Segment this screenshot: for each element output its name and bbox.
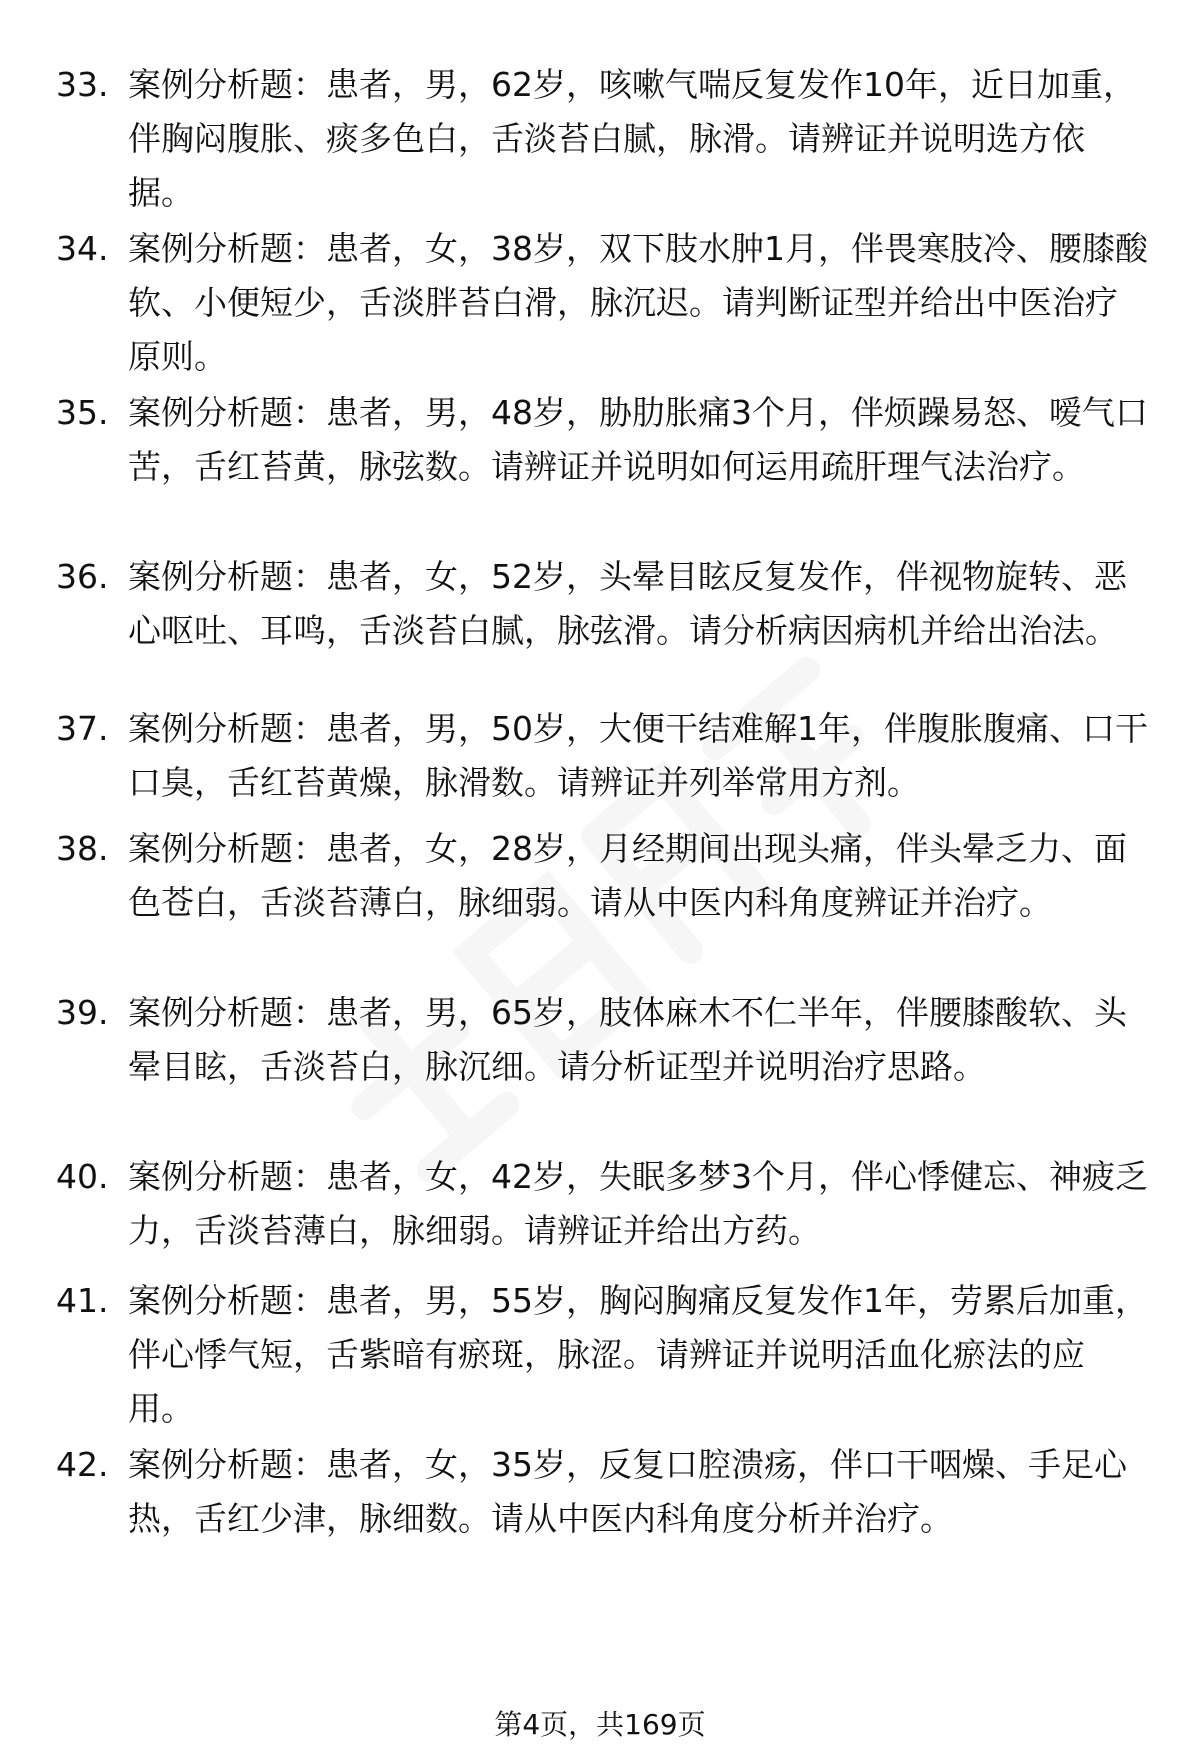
question-text: 案例分析题：患者，男，48岁，胁肋胀痛3个月，伴烦躁易怒、嗳气口苦，舌红苔黄，脉弦数。请辨证并说明如何运用疏肝理气法治疗。 [128, 393, 1148, 486]
question-number: 40. [56, 1157, 109, 1196]
question-number: 38. [56, 829, 109, 868]
question-number: 36. [56, 557, 109, 596]
question-item-35 [0, 386, 1200, 550]
question-number: 35. [56, 393, 109, 432]
page-footer: 第4页，共169页 [494, 1708, 706, 1741]
question-text: 案例分析题：患者，女，52岁，头晕目眩反复发作，伴视物旋转、恶心呕吐、耳鸣，舌淡苔白腻，脉弦滑。请分析病因病机并给出治法。 [128, 557, 1127, 650]
question-item-33 [0, 58, 1200, 222]
question-text: 案例分析题：患者，男，62岁，咳嗽气喘反复发作10年，近日加重，伴胸闷腹胀、痰多色白，舌淡苔白腻，脉滑。请辨证并说明选方依据。 [128, 65, 1136, 212]
question-number: 34. [56, 229, 109, 268]
question-text: 案例分析题：患者，女，35岁，反复口腔溃疡，伴口干咽燥、手足心热，舌红少津，脉细数。请从中医内科角度分析并治疗。 [128, 1445, 1127, 1538]
question-text: 案例分析题：患者，女，38岁，双下肢水肿1月，伴畏寒肢冷、腰膝酸软、小便短少，舌淡胖苔白滑，脉沉迟。请判断证型并给出中医治疗原则。 [128, 229, 1148, 376]
question-number: 41. [56, 1281, 109, 1320]
question-text: 案例分析题：患者，男，55岁，胸闷胸痛反复发作1年，劳累后加重，伴心悸气短，舌紫暗有瘀斑，脉涩。请辨证并说明活血化瘀法的应用。 [128, 1281, 1148, 1428]
question-item-40 [0, 1150, 1200, 1274]
question-item-36 [0, 550, 1200, 702]
question-item-41 [0, 1274, 1200, 1438]
question-number: 42. [56, 1445, 109, 1484]
question-item-42 [0, 1438, 1200, 1548]
question-number: 37. [56, 709, 109, 748]
question-item-39 [0, 986, 1200, 1150]
question-number: 33. [56, 65, 109, 104]
question-text: 案例分析题：患者，女，28岁，月经期间出现头痛，伴头晕乏力、面色苍白，舌淡苔薄白，脉细弱。请从中医内科角度辨证并治疗。 [128, 829, 1127, 922]
question-number: 39. [56, 993, 109, 1032]
question-item-34 [0, 222, 1200, 386]
question-text: 案例分析题：患者，男，65岁，肢体麻木不仁半年，伴腰膝酸软、头晕目眩，舌淡苔白，脉沉细。请分析证型并说明治疗思路。 [128, 993, 1127, 1086]
question-list [0, 58, 1200, 1548]
question-text: 案例分析题：患者，女，42岁，失眠多梦3个月，伴心悸健忘、神疲乏力，舌淡苔薄白，脉细弱。请辨证并给出方药。 [128, 1157, 1148, 1250]
question-item-37 [0, 702, 1200, 822]
question-item-38 [0, 822, 1200, 986]
question-text: 案例分析题：患者，男，50岁，大便干结难解1年，伴腹胀腹痛、口干口臭，舌红苔黄燥，脉滑数。请辨证并列举常用方剂。 [128, 709, 1148, 802]
